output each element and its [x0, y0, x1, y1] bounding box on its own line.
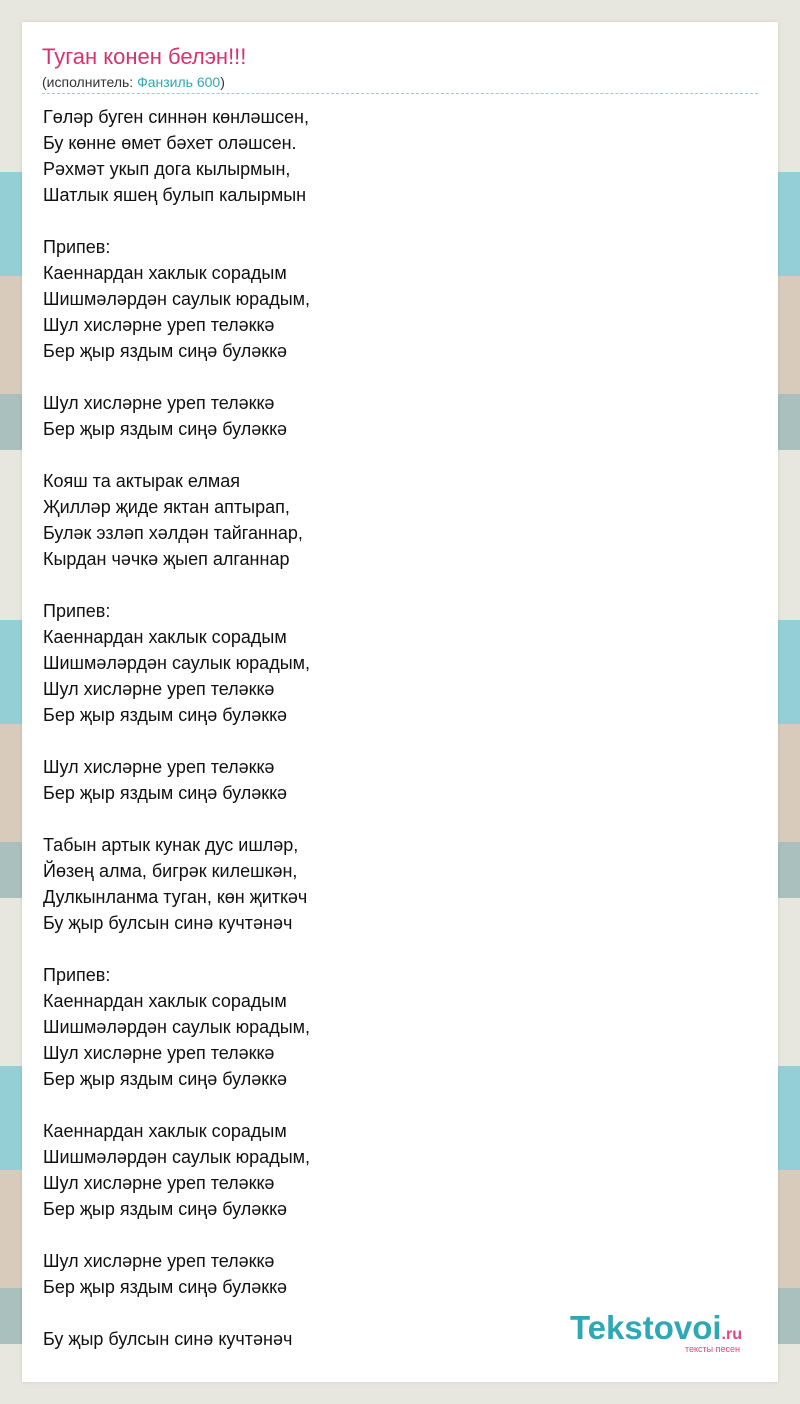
lyric-line: Бер җыр яздым сиңә буләккә — [43, 1069, 288, 1089]
lyric-line: Припев: — [43, 237, 111, 257]
lyric-line: Шул хисләрне уреп теләккә — [43, 757, 275, 777]
lyric-line: Шул хисләрне уреп теләккә — [43, 679, 275, 699]
lyric-line — [43, 936, 743, 962]
title-divider — [42, 93, 758, 94]
lyric-line — [43, 442, 743, 468]
lyric-line — [43, 806, 743, 832]
lyric-line: Шишмәләрдән саулык юрадым, — [43, 289, 311, 309]
lyric-line: Бер җыр яздым сиңә буләккә — [43, 341, 288, 361]
lyric-line: Шатлык яшең булып калырмын — [43, 185, 307, 205]
site-logo[interactable] — [570, 1311, 742, 1354]
lyric-line — [43, 1222, 743, 1248]
lyric-line — [43, 572, 743, 598]
lyric-line — [43, 364, 743, 390]
lyric-line: Каеннардан хаклык сорадым — [43, 991, 287, 1011]
song-title: Туган конен белэн!!! — [42, 44, 247, 69]
artist-line — [42, 73, 225, 91]
lyric-line: Табын артык кунак дус ишләр, — [43, 835, 299, 855]
lyric-line: Бу көнне өмет бәхет оләшсен. — [43, 133, 297, 153]
lyric-line: Припев: — [43, 601, 111, 621]
lyric-line: Шул хисләрне уреп теләккә — [43, 1043, 275, 1063]
artist-suffix: ) — [220, 74, 225, 90]
logo-main-text: Tekstovoi — [569, 1309, 722, 1346]
lyric-line: Припев: — [43, 965, 111, 985]
lyric-line: Бер җыр яздым сиңә буләккә — [43, 1277, 288, 1297]
lyrics-text — [43, 104, 743, 1352]
lyric-line: Шишмәләрдән саулык юрадым, — [43, 1147, 311, 1167]
lyric-line: Шул хисләрне уреп теләккә — [43, 315, 275, 335]
artist-prefix: (исполнитель: — [42, 74, 138, 90]
lyric-line: Каеннардан хаклык сорадым — [43, 263, 287, 283]
lyric-line: Рәхмәт укып дога кылырмын, — [43, 159, 291, 179]
lyric-line: Бу җыр булсын синә кучтәнәч — [43, 1329, 293, 1349]
lyric-line: Бер җыр яздым сиңә буләккә — [43, 1199, 288, 1219]
lyric-line: Бу җыр булсын синә кучтәнәч — [43, 913, 293, 933]
lyrics-card — [22, 22, 778, 1382]
lyric-line: Җилләр җиде яктан аптырап, — [43, 497, 290, 517]
lyric-line: Каеннардан хаклык сорадым — [43, 627, 287, 647]
lyric-line: Дулкынланма туган, көн җиткәч — [43, 887, 308, 907]
lyric-line — [43, 728, 743, 754]
lyric-line: Бер җыр яздым сиңә буләккә — [43, 783, 288, 803]
lyric-line: Гөләр буген синнән көнләшсен, — [43, 107, 309, 127]
lyric-line: Бер җыр яздым сиңә буләккә — [43, 705, 288, 725]
lyric-line: Шишмәләрдән саулык юрадым, — [43, 1017, 311, 1037]
lyric-line: Шул хисләрне уреп теләккә — [43, 393, 275, 413]
lyric-line: Кояш та актырак елмая — [43, 471, 240, 491]
lyric-line — [43, 208, 743, 234]
lyric-line: Йөзең алма, бигрәк килешкән, — [43, 861, 298, 881]
lyric-line: Буләк эзләп хәлдән тайганнар, — [43, 523, 303, 543]
logo-domain-text: .ru — [721, 1326, 742, 1343]
logo-tagline: тексты песен — [684, 1344, 740, 1354]
lyric-line: Шул хисләрне уреп теләккә — [43, 1173, 275, 1193]
lyric-line — [43, 1092, 743, 1118]
lyric-line: Кырдан чәчкә җыеп алганнар — [43, 549, 290, 569]
lyric-line: Шишмәләрдән саулык юрадым, — [43, 653, 311, 673]
artist-link[interactable]: Фанзиль 600 — [137, 74, 221, 90]
lyric-line: Каеннардан хаклык сорадым — [43, 1121, 287, 1141]
lyric-line: Бер җыр яздым сиңә буләккә — [43, 419, 288, 439]
lyric-line: Шул хисләрне уреп теләккә — [43, 1251, 275, 1271]
